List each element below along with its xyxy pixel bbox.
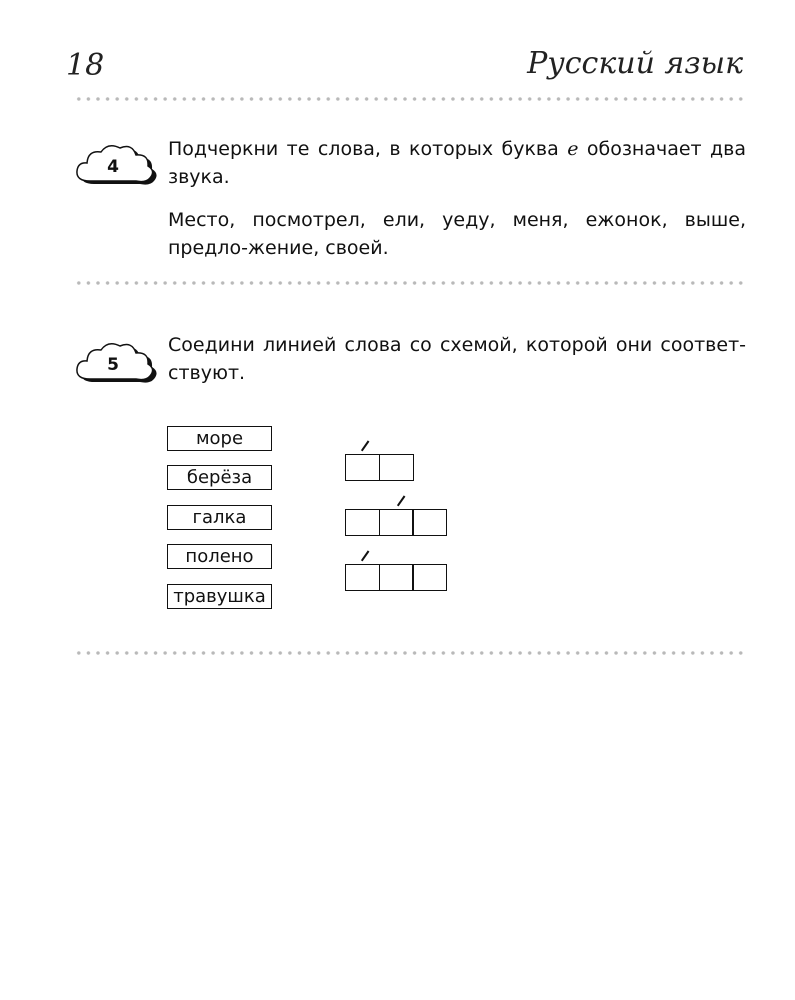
task5-instruction: Соедини линией слова со схемой, которой они соответ-ствуют.: [168, 334, 746, 384]
stress-mark: [397, 495, 405, 506]
word-card[interactable]: полено: [167, 544, 272, 569]
dotted-divider: [74, 97, 746, 101]
syllable-cell: [379, 564, 414, 591]
task-number-5: 5: [107, 355, 119, 375]
syllable-cell: [412, 509, 447, 536]
syllable-cell: [345, 454, 380, 481]
syllable-cell: [379, 454, 414, 481]
task4-instruction-after: обозначает два звука.: [168, 138, 747, 188]
syllable-scheme[interactable]: [345, 454, 412, 481]
word-card[interactable]: травушка: [167, 584, 272, 609]
task4-instruction: [168, 135, 746, 191]
syllable-cell: [345, 509, 380, 536]
task4-words[interactable]: Место, посмотрел, ели, уеду, меня, ежонок, выше, предло-жение, своей.: [168, 209, 746, 259]
subject-title: Русский язык: [527, 46, 743, 81]
task4-instruction-before: Подчеркни те слова, в которых буква: [168, 138, 568, 160]
syllable-cell: [412, 564, 447, 591]
task4-instruction-letter: е: [567, 138, 579, 160]
cloud-icon: [70, 138, 160, 188]
dotted-divider: [74, 281, 746, 285]
stress-mark: [361, 550, 369, 561]
task-number-cloud-4: [70, 138, 160, 188]
syllable-scheme[interactable]: [345, 509, 446, 536]
word-card[interactable]: галка: [167, 505, 272, 530]
cloud-icon: [70, 336, 160, 386]
page-number: 18: [66, 48, 105, 83]
word-card[interactable]: берёза: [167, 465, 272, 490]
task-number-cloud-5: [70, 336, 160, 386]
word-card[interactable]: море: [167, 426, 272, 451]
syllable-scheme[interactable]: [345, 564, 446, 591]
syllable-cell: [379, 509, 414, 536]
stress-mark: [361, 440, 369, 451]
dotted-divider: [74, 651, 746, 655]
syllable-cell: [345, 564, 380, 591]
task-number-4: 4: [107, 157, 119, 177]
